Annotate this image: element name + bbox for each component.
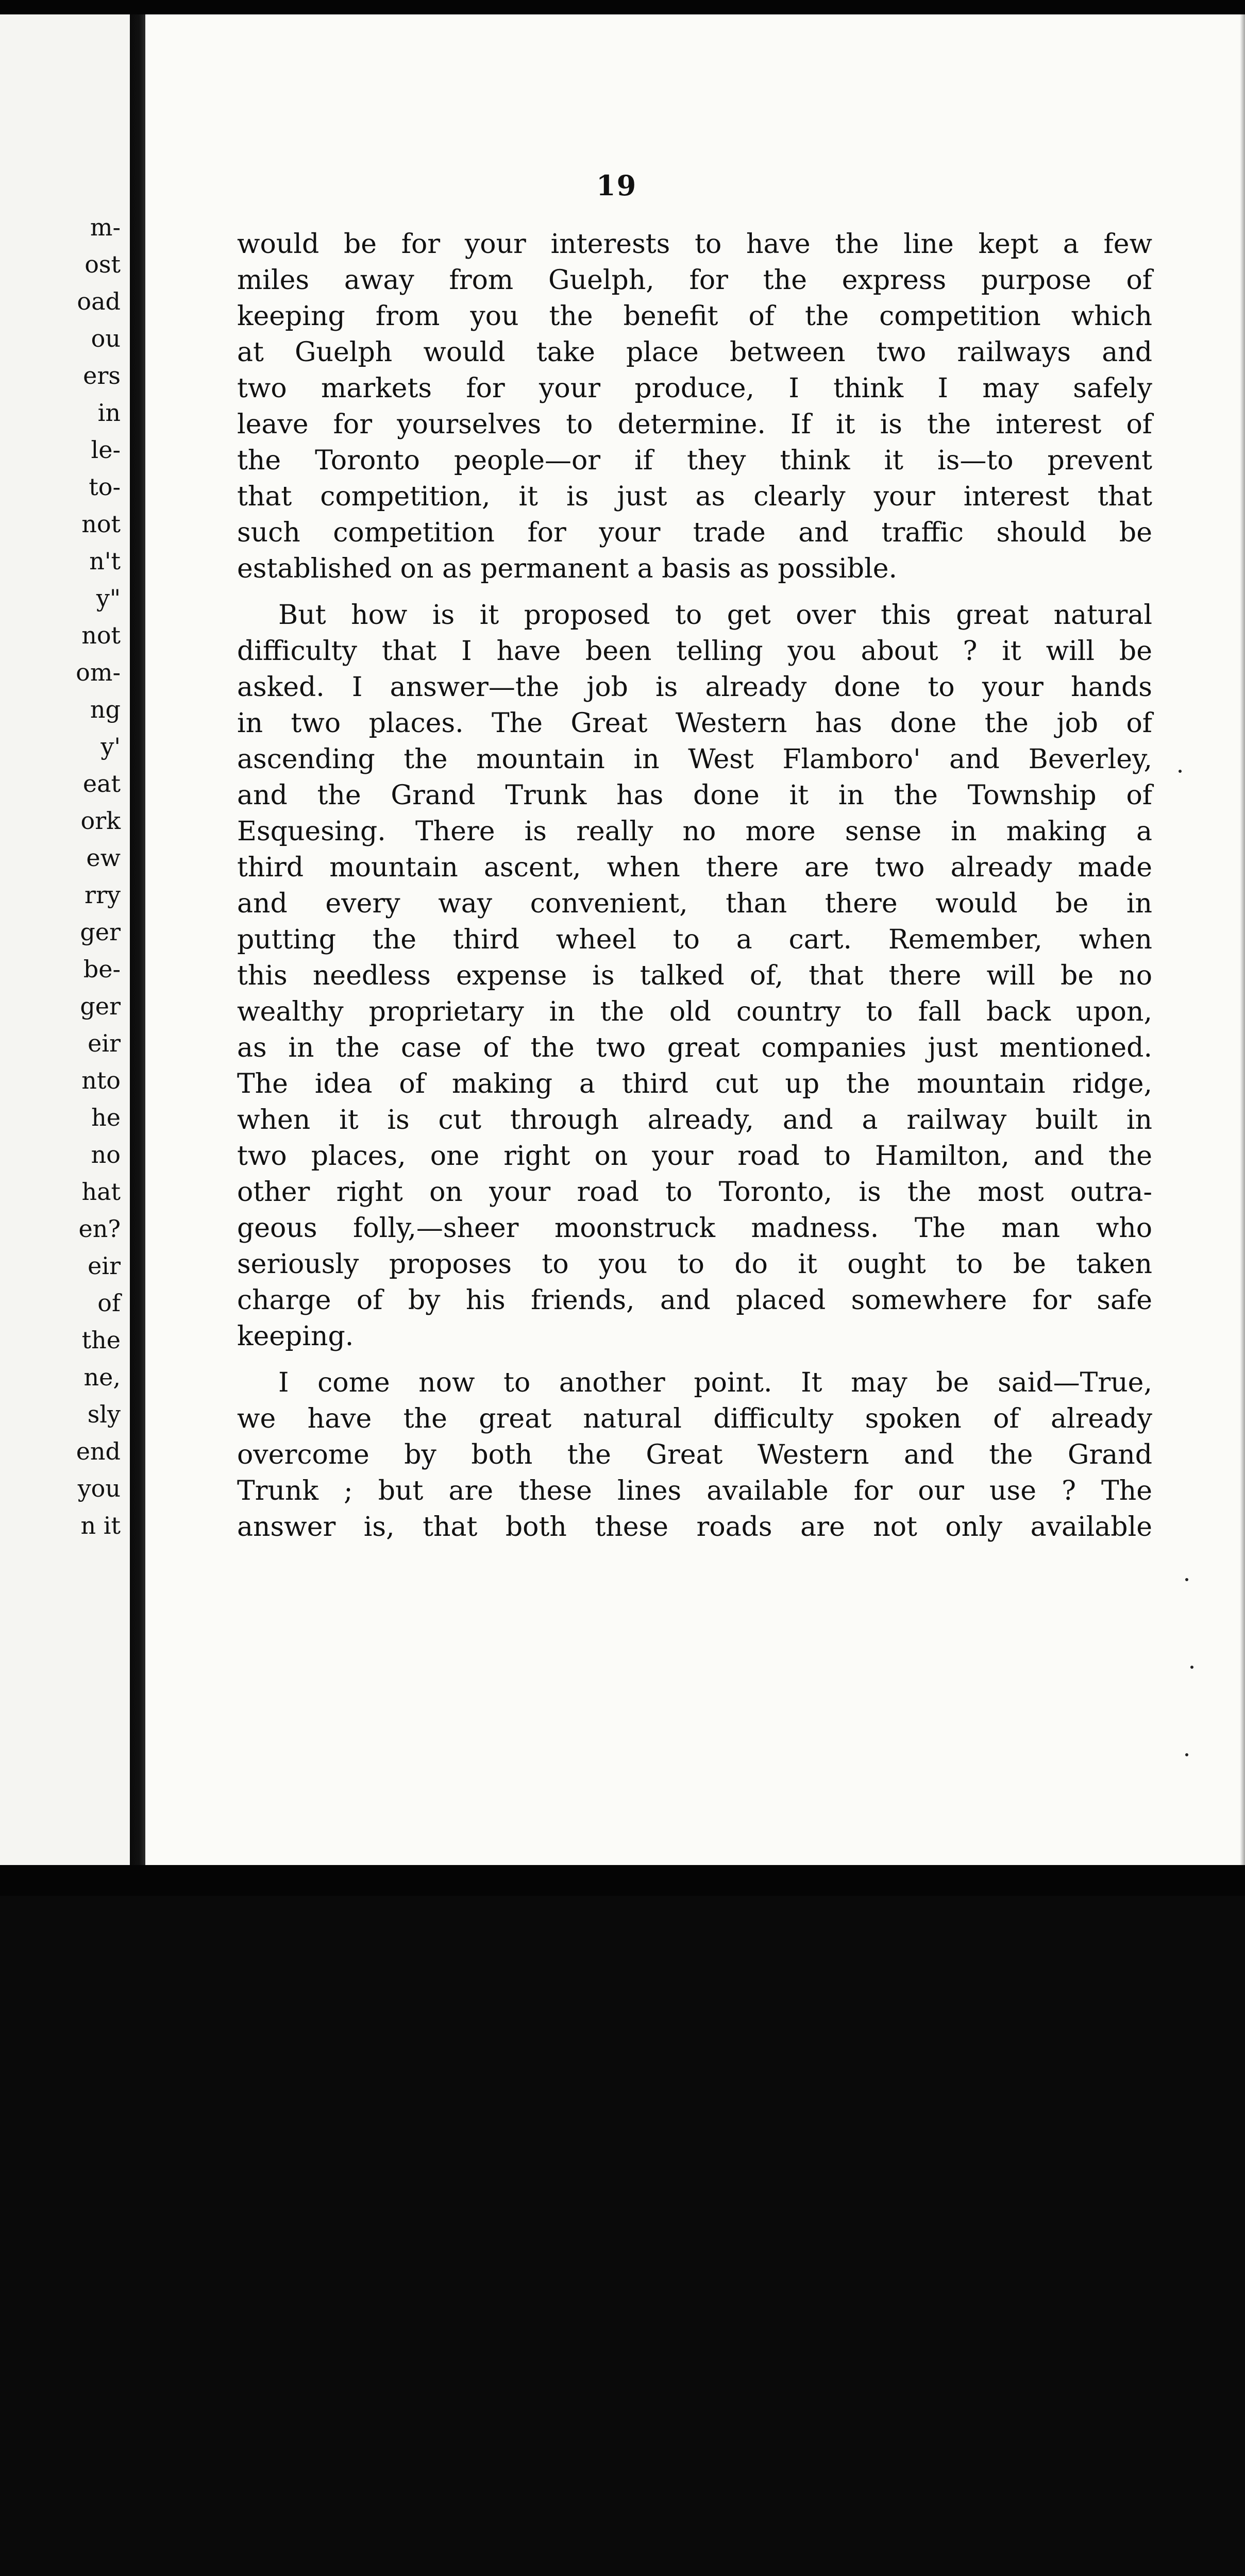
facing-page-fragment: no	[91, 1141, 121, 1168]
facing-page-fragment: ne,	[83, 1363, 121, 1391]
facing-page-edge	[0, 14, 130, 1865]
body-line: other right on your road to Toronto, is the most outra-	[237, 1177, 1152, 1208]
body-line: overcome by both the Great Western and the Grand	[237, 1439, 1152, 1470]
facing-page-fragment: the	[81, 1326, 121, 1354]
facing-page-fragment: of	[97, 1289, 121, 1317]
body-line: and every way convenient, than there would be in	[237, 888, 1152, 919]
facing-page-fragment: not	[81, 510, 121, 538]
page	[145, 14, 1245, 1865]
body-line: at Guelph would take place between two railways and	[237, 337, 1152, 368]
facing-page-fragment: m-	[90, 213, 121, 241]
body-line: keeping.	[237, 1321, 354, 1352]
scan-speck	[1185, 1578, 1188, 1581]
facing-page-fragment: in	[97, 399, 121, 427]
facing-page-fragment: ers	[83, 362, 121, 389]
facing-page-fragment: ost	[85, 250, 121, 278]
facing-page-fragment: ou	[91, 325, 121, 352]
body-line: when it is cut through already, and a railway built in	[237, 1105, 1152, 1136]
body-line: in two places. The Great Western has done the job of	[237, 708, 1152, 739]
body-line: asked. I answer—the job is already done to your hands	[237, 672, 1152, 703]
body-line: miles away from Guelph, for the express purpose of	[237, 265, 1152, 296]
facing-page-fragment: n it	[80, 1512, 121, 1539]
scan-speck	[1179, 770, 1182, 773]
body-line: keeping from you the benefit of the competition which	[237, 301, 1152, 332]
book-gutter	[130, 14, 145, 1865]
facing-page-fragment: le-	[91, 436, 121, 464]
facing-page-fragment: eat	[82, 770, 121, 798]
facing-page-fragment: end	[76, 1437, 121, 1465]
facing-page-fragment: ger	[80, 918, 121, 946]
facing-page-fragment: oad	[77, 287, 121, 315]
facing-page-fragment: om-	[76, 658, 121, 686]
body-line: third mountain ascent, when there are two already made	[237, 852, 1152, 883]
scan-speck	[1190, 1666, 1193, 1669]
body-line: The idea of making a third cut up the mountain ridge,	[237, 1069, 1152, 1099]
facing-page-fragment: you	[77, 1475, 121, 1502]
body-line: that competition, it is just as clearly your interest that	[237, 481, 1152, 512]
facing-page-fragment: ork	[80, 807, 121, 835]
facing-page-fragment: n't	[89, 547, 121, 575]
paragraph-start-line: I come now to another point. It may be said—True,	[278, 1367, 1152, 1398]
body-line: putting the third wheel to a cart. Remember, when	[237, 924, 1152, 955]
body-line: the Toronto people—or if they think it is—to prevent	[237, 445, 1152, 476]
body-line: as in the case of the two great companies just mentioned.	[237, 1032, 1152, 1063]
body-line: such competition for your trade and traffic should be	[237, 517, 1152, 548]
body-line: Trunk ; but are these lines available for our use ? The	[237, 1476, 1152, 1506]
scan-border-bottom	[0, 1865, 1245, 1896]
scan-speck	[1185, 1753, 1188, 1756]
paragraph-start-line: But how is it proposed to get over this great natural	[278, 600, 1152, 631]
facing-page-fragment: eir	[88, 1029, 121, 1057]
body-line: Esquesing. There is really no more sense in making a	[237, 816, 1152, 847]
facing-page-fragment: sly	[87, 1400, 121, 1428]
facing-page-fragment: be-	[83, 955, 121, 983]
body-line: answer is, that both these roads are not only available	[237, 1512, 1152, 1543]
facing-page-fragment: not	[81, 621, 121, 649]
facing-page-fragment: y'	[100, 733, 121, 760]
body-line: leave for yourselves to determine. If it is the interest of	[237, 409, 1152, 440]
facing-page-fragment: rry	[85, 881, 121, 909]
page-number: 19	[596, 169, 637, 202]
body-line: two markets for your produce, I think I may safely	[237, 373, 1152, 404]
facing-page-fragment: to-	[89, 473, 121, 501]
facing-page-fragment: ew	[86, 844, 121, 872]
page-edge-shadow	[1240, 14, 1245, 1865]
facing-page-fragment: he	[91, 1104, 121, 1131]
body-line: geous folly,—sheer moonstruck madness. The man who	[237, 1213, 1152, 1244]
body-line: wealthy proprietary in the old country to fall back upon,	[237, 996, 1152, 1027]
body-line: established on as permanent a basis as possible.	[237, 553, 898, 584]
body-line: would be for your interests to have the line kept a few	[237, 229, 1152, 260]
facing-page-fragment: ng	[90, 696, 121, 723]
facing-page-fragment: ger	[80, 992, 121, 1020]
facing-page-fragment: nto	[81, 1066, 121, 1094]
body-line: ascending the mountain in West Flamboro' and Beverley,	[237, 744, 1152, 775]
facing-page-fragment: hat	[81, 1178, 121, 1206]
facing-page-fragment: y"	[96, 584, 121, 612]
scan-border-top	[0, 0, 1245, 14]
body-line: difficulty that I have been telling you about ? it will be	[237, 636, 1152, 667]
body-line: this needless expense is talked of, that there will be no	[237, 960, 1152, 991]
body-line: we have the great natural difficulty spoken of already	[237, 1403, 1152, 1434]
facing-page-fragment: en?	[78, 1215, 121, 1243]
body-line: charge of by his friends, and placed somewhere for safe	[237, 1285, 1152, 1316]
body-line: two places, one right on your road to Hamilton, and the	[237, 1141, 1152, 1172]
body-line: seriously proposes to you to do it ought to be taken	[237, 1249, 1152, 1280]
facing-page-fragment: eir	[88, 1252, 121, 1280]
body-line: and the Grand Trunk has done it in the Township of	[237, 780, 1152, 811]
